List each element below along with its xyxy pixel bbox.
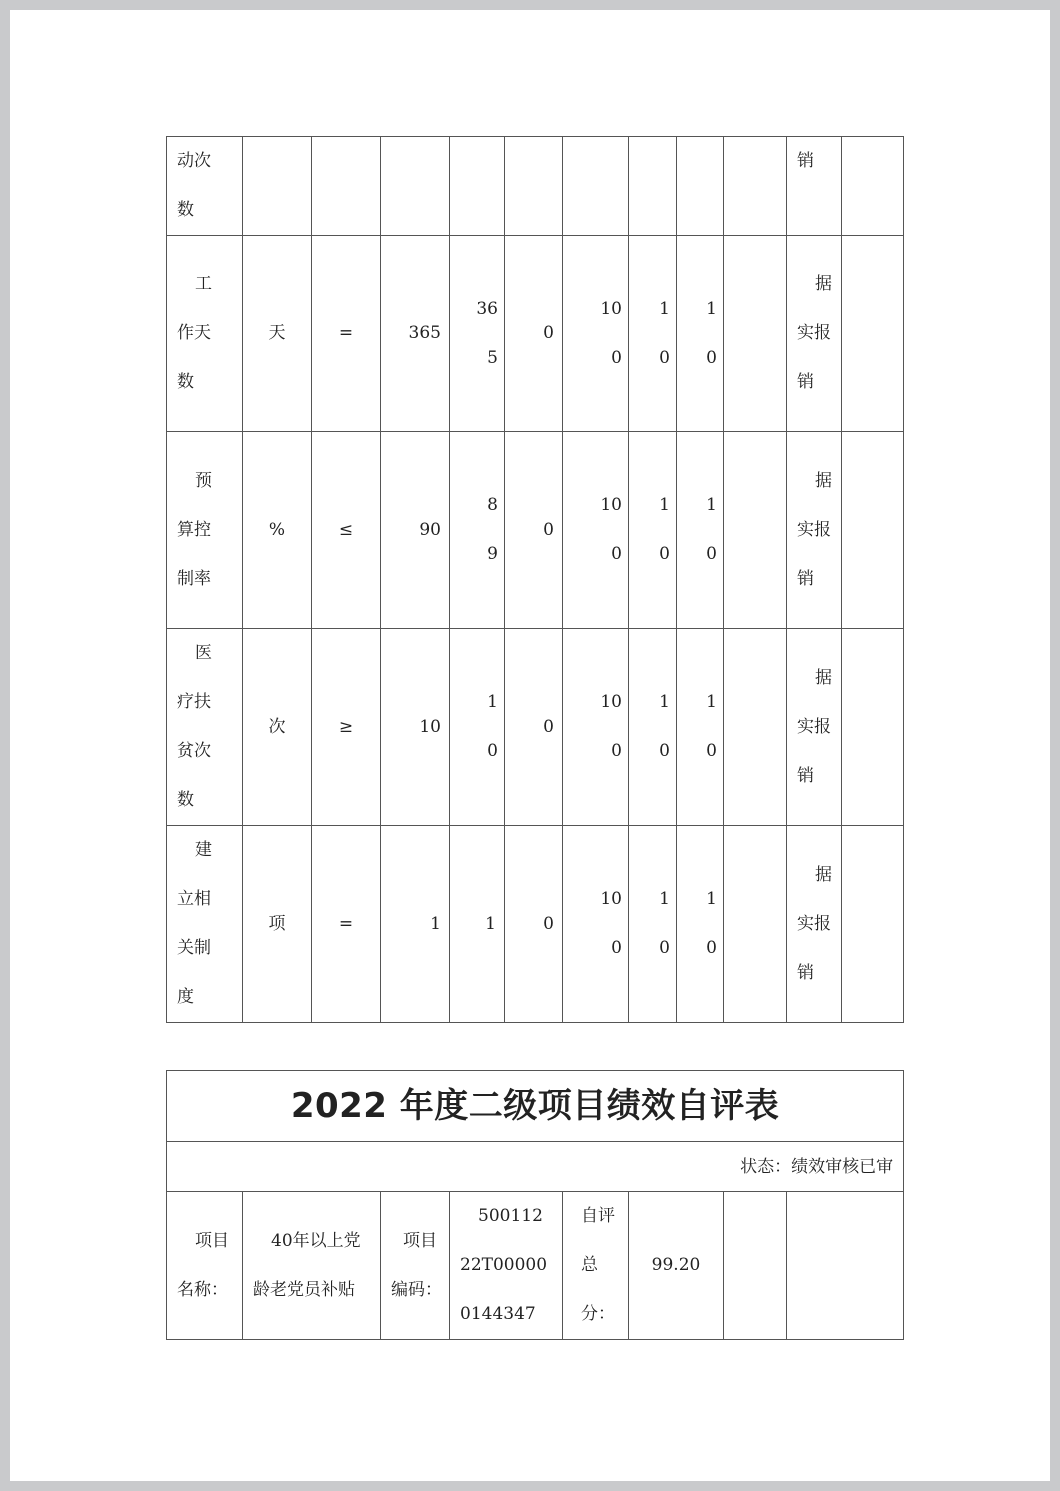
self-score-label: 自评总分： — [581, 1206, 615, 1324]
table-row — [167, 137, 904, 236]
operator-cell: ≤ — [312, 432, 381, 629]
unit-cell: 次 — [243, 629, 312, 826]
score-value-2: 10 — [706, 298, 717, 368]
status-text: 状态：绩效审核已审 — [167, 1142, 904, 1192]
full-score: 100 — [600, 889, 622, 958]
unit-cell: % — [243, 432, 312, 629]
actual-value: 365 — [476, 298, 498, 368]
table-row — [167, 826, 904, 1023]
weight-cell: 0 — [505, 236, 563, 432]
project-name-label: 项目名称： — [177, 1230, 229, 1300]
weight-cell: 0 — [505, 826, 563, 1023]
table-row — [167, 432, 904, 629]
target-cell: 365 — [381, 236, 450, 432]
project-name-value: 40年以上党龄老党员补贴 — [253, 1230, 361, 1300]
evaluation-method: 销 — [797, 151, 814, 171]
evaluation-method: 据实报销 — [797, 864, 832, 983]
score-value: 10 — [659, 495, 670, 564]
indicator-name: 工作天数 — [177, 274, 212, 392]
table-row — [167, 236, 904, 432]
score-value: 10 — [659, 692, 670, 761]
operator-cell: = — [312, 236, 381, 432]
title-row — [167, 1071, 904, 1142]
full-score: 100 — [600, 495, 622, 564]
actual-value: 89 — [487, 495, 498, 564]
weight-cell: 0 — [505, 432, 563, 629]
project-code-value: 50011222T000000144347 — [460, 1206, 548, 1324]
full-score: 100 — [600, 298, 622, 368]
target-cell: 90 — [381, 432, 450, 629]
evaluation-method: 据实报销 — [797, 274, 832, 392]
project-code-label: 项目编码： — [391, 1230, 442, 1300]
indicator-name: 预算控制率 — [177, 470, 212, 589]
operator-cell: = — [312, 826, 381, 1023]
weight-cell: 0 — [505, 629, 563, 826]
target-cell: 1 — [381, 826, 450, 1023]
self-score-value: 99.20 — [629, 1192, 724, 1340]
table-row — [167, 629, 904, 826]
actual-value: 10 — [487, 692, 498, 761]
unit-cell: 项 — [243, 826, 312, 1023]
project-info-row — [167, 1192, 904, 1340]
evaluation-method: 据实报销 — [797, 667, 832, 786]
status-row — [167, 1142, 904, 1192]
indicator-table — [166, 136, 904, 1023]
target-cell: 10 — [381, 629, 450, 826]
score-value-2: 10 — [706, 495, 717, 564]
actual-value: 1 — [450, 826, 505, 1023]
document-page — [10, 10, 1050, 1481]
score-value: 10 — [659, 298, 670, 368]
unit-cell: 天 — [243, 236, 312, 432]
self-evaluation-table — [166, 1070, 904, 1340]
full-score: 100 — [600, 692, 622, 761]
score-value-2: 10 — [706, 889, 717, 958]
evaluation-method: 据实报销 — [797, 470, 832, 589]
indicator-name: 建立相关制度 — [177, 840, 212, 1007]
indicator-name: 医疗扶贫次数 — [177, 643, 212, 810]
score-value-2: 10 — [706, 692, 717, 761]
page-title: 2022 年度二级项目绩效自评表 — [167, 1071, 904, 1142]
indicator-name: 动次数 — [177, 151, 211, 220]
operator-cell: ≥ — [312, 629, 381, 826]
score-value: 10 — [659, 889, 670, 958]
